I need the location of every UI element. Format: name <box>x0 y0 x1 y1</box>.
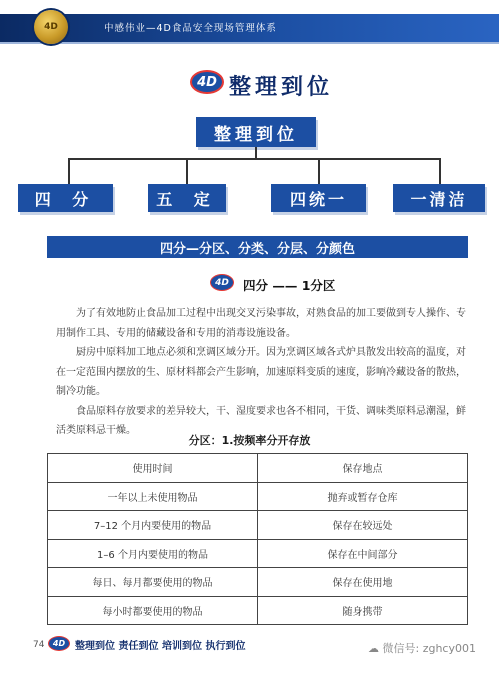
paragraph-2: 厨房中原料加工地点必须和烹调区域分开。因为烹调区域各式炉具散发出较高的温度，对在一定范围内摆放的生、原材料都会产生影响，加速原料变质的速度，影响冷藏设备的散热，制冷功能。 <box>56 347 466 397</box>
table-row <box>48 568 468 597</box>
4d-footer-icon: 4D <box>48 636 70 651</box>
table-row <box>48 539 468 568</box>
body-text <box>56 304 466 441</box>
connector-horizontal <box>68 158 440 160</box>
table-cell: 保存在使用地 <box>258 568 468 597</box>
table-header-cell: 使用时间 <box>48 454 258 483</box>
table-header-cell: 保存地点 <box>258 454 468 483</box>
table-header-row <box>48 454 468 483</box>
table-cell: 每小时都要使用的物品 <box>48 596 258 625</box>
wechat-id: 微信号: zghcy001 <box>382 642 476 655</box>
table-cell: 1–6 个月内要使用的物品 <box>48 539 258 568</box>
paragraph-3: 食品原料存放要求的差异较大，干、湿度要求也各不相同，干货、调味类原料忌潮湿，鲜活类原料忌干燥。 <box>56 405 466 436</box>
table-cell: 抛弃或暂存仓库 <box>258 482 468 511</box>
diagram-child-4: 一清洁 <box>393 184 485 212</box>
table-cell: 保存在较远处 <box>258 511 468 540</box>
table-row <box>48 596 468 625</box>
page-number: 74 <box>33 640 45 650</box>
connector-branch-1 <box>68 158 70 184</box>
page-title: 整理到位 <box>229 75 334 100</box>
table-cell: 7–12 个月内要使用的物品 <box>48 511 258 540</box>
wechat-icon: ☁ <box>368 642 379 655</box>
brand-logo: 4D <box>34 10 68 44</box>
section-banner: 四分—分区、分类、分层、分颜色 <box>47 236 468 258</box>
4d-small-icon: 4D <box>210 274 234 291</box>
connector-branch-3 <box>318 158 320 184</box>
table-row <box>48 482 468 511</box>
table-cell: 一年以上未使用物品 <box>48 482 258 511</box>
4d-logo-icon: 4D <box>190 70 224 94</box>
diagram-child-1: 四 分 <box>18 184 113 212</box>
table-caption: 分区：1.按频率分开存放 <box>188 434 311 447</box>
paragraph-1: 为了有效地防止食品加工过程中出现交叉污染事故，对熟食品的加工要做到专人操作、专用制作工具、专用的储藏设备和专用的消毒设施设备。 <box>56 308 466 339</box>
connector-branch-4 <box>439 158 441 184</box>
storage-table <box>47 453 468 625</box>
wechat-watermark <box>368 640 476 656</box>
section-subtitle: 四分 —— 1分区 <box>243 278 336 293</box>
diagram-child-2: 五 定 <box>148 184 226 212</box>
table-cell: 保存在中间部分 <box>258 539 468 568</box>
table-cell: 每日、每月都要使用的物品 <box>48 568 258 597</box>
diagram-child-3: 四统一 <box>271 184 366 212</box>
footer-slogan: 整理到位 责任到位 培训到位 执行到位 <box>75 641 246 652</box>
diagram-root: 整理到位 <box>196 117 316 147</box>
table-cell: 随身携带 <box>258 596 468 625</box>
header-brand-text: 中感伟业—4D食品安全现场管理体系 <box>104 23 277 34</box>
table-row <box>48 511 468 540</box>
connector-branch-2 <box>186 158 188 184</box>
